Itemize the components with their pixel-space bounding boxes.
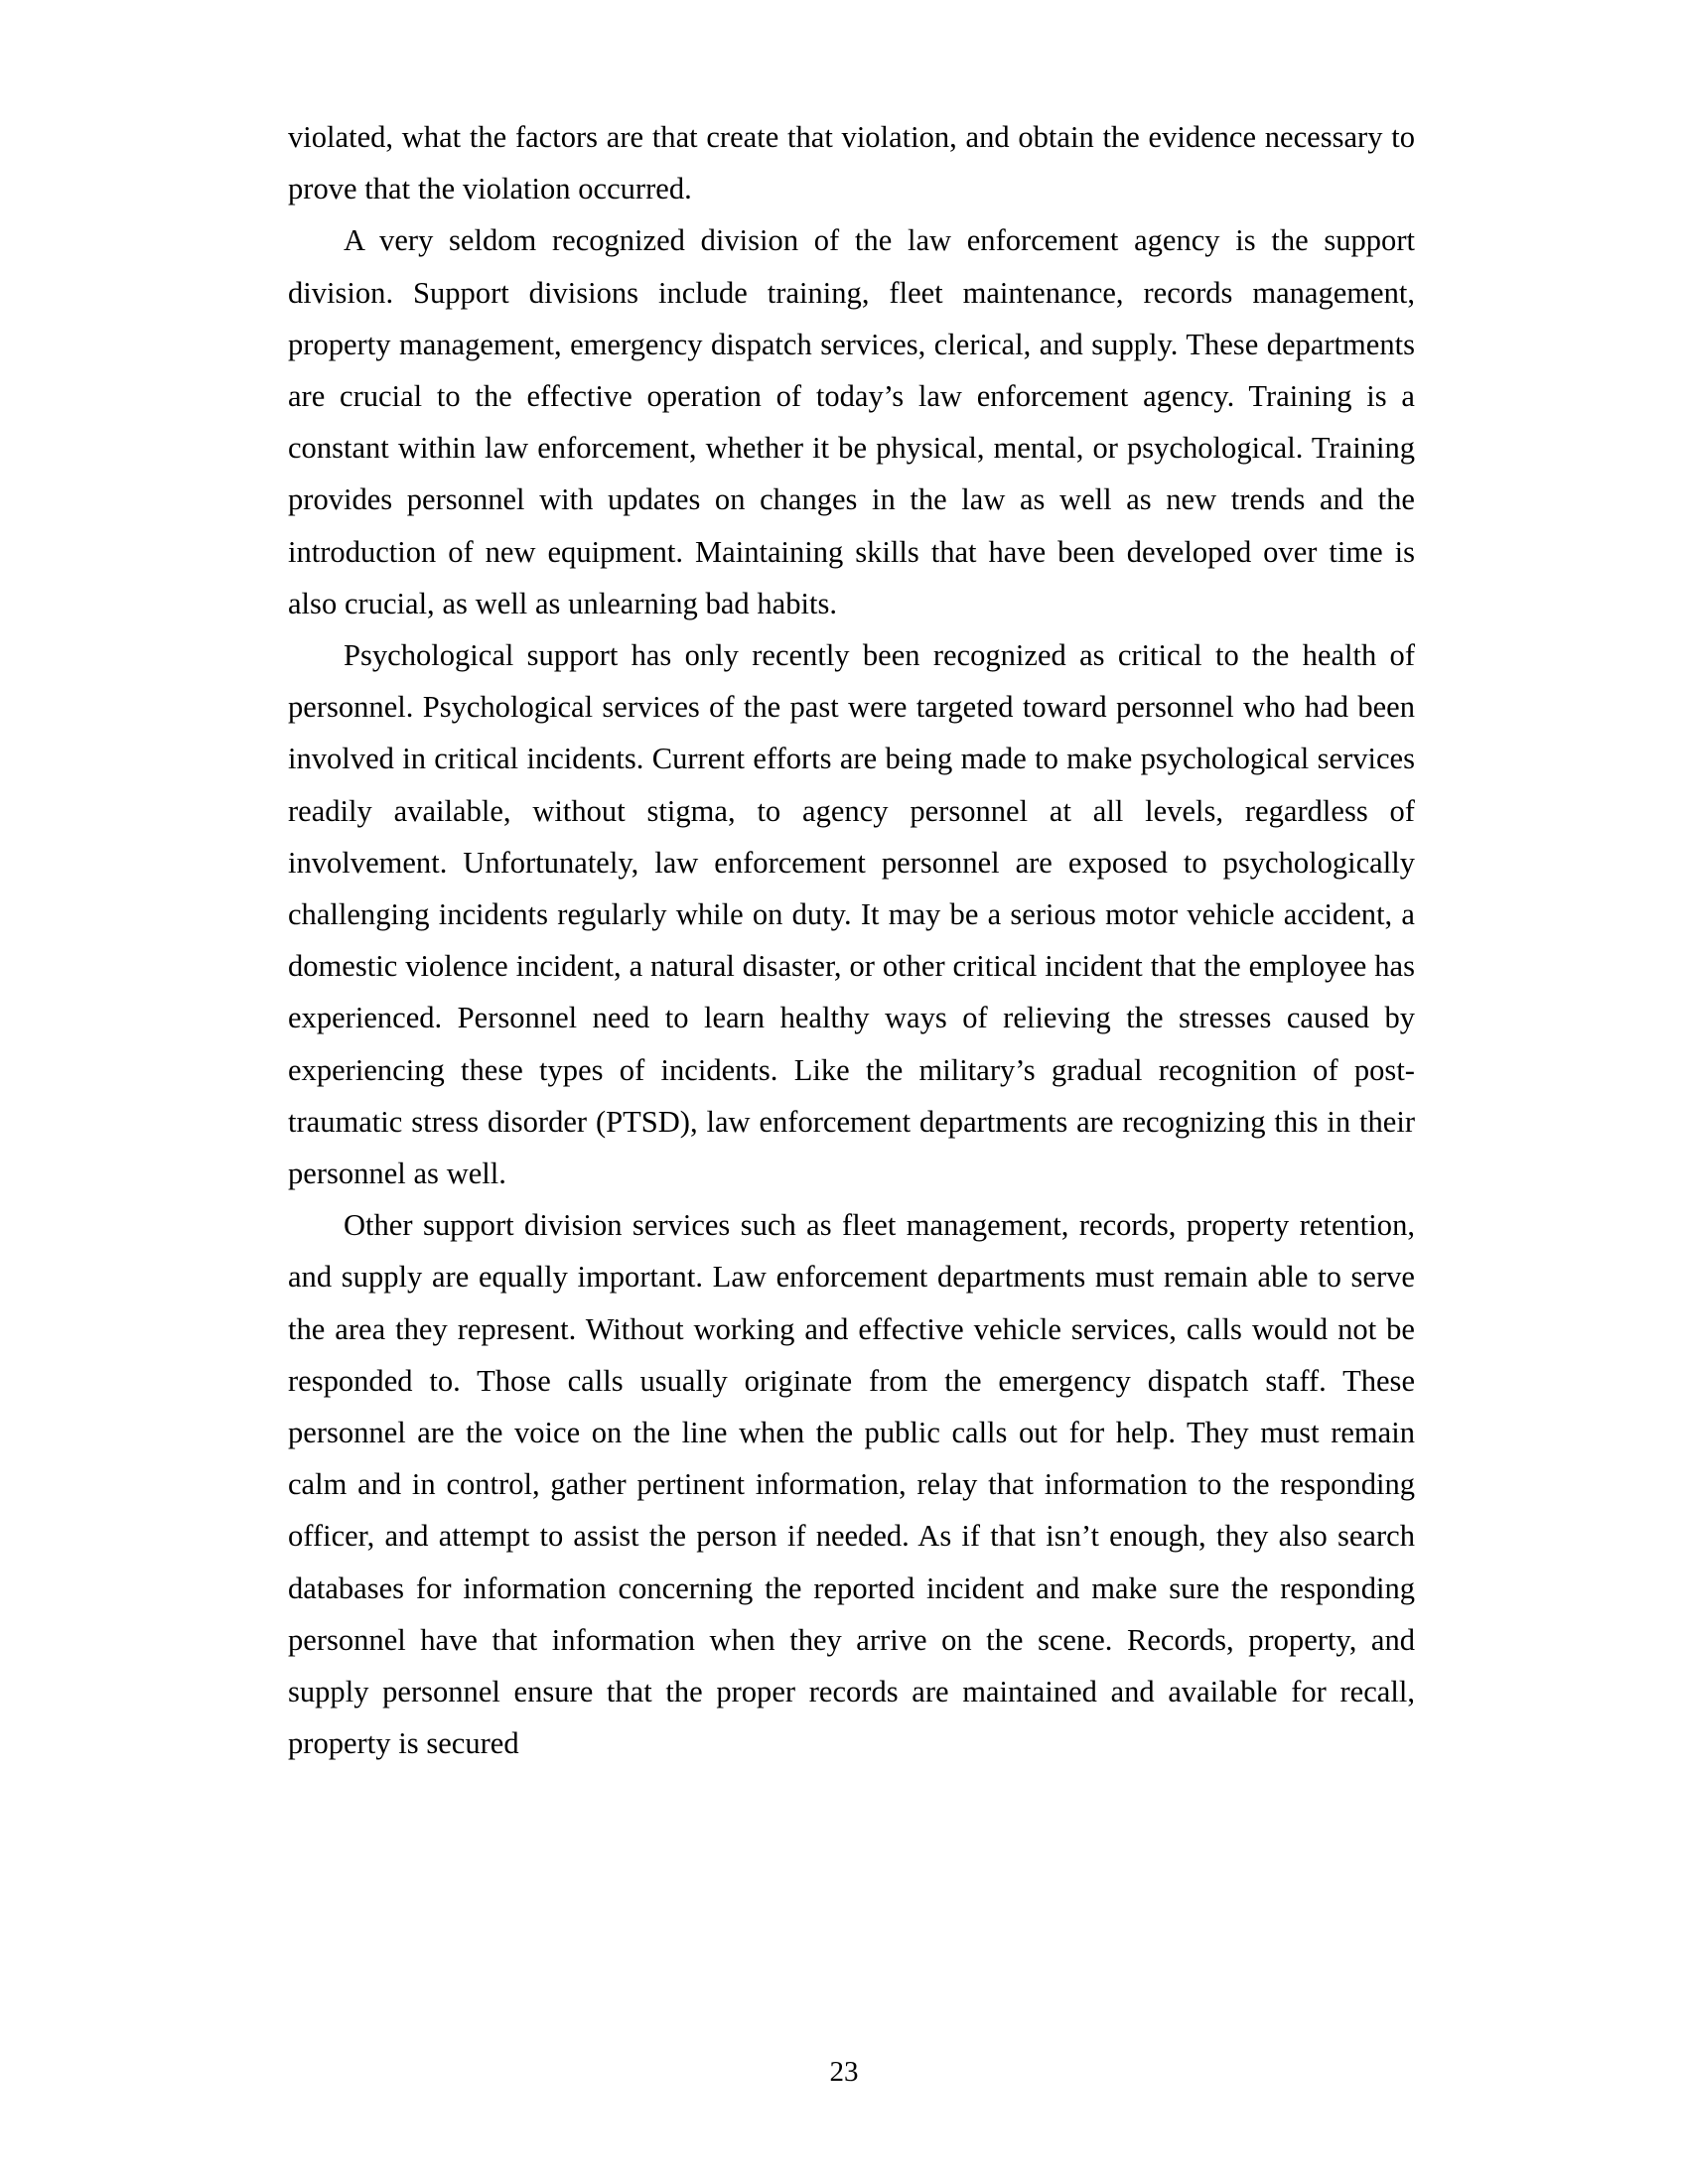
page-number: 23 xyxy=(829,2056,859,2088)
page-body-text xyxy=(288,111,1415,1770)
body-paragraph-3: Psychological support has only recently been recognized as critical to the health of personnel. Psychological services of the past were targeted toward personnel who had been involved in critical incidents. Current efforts are being made to make psychological services readily available, without stigma, to agency personnel at all levels, regardless of involvement. Unfortunately, law enforcement personnel are exposed to psychologically challenging incidents regularly while on duty. It may be a serious motor vehicle accident, a domestic violence incident, a natural disaster, or other critical incident that the employee has experienced. Personnel need to learn healthy ways of relieving the stresses caused by experiencing these types of incidents. Like the military’s gradual recognition of post-traumatic stress disorder (PTSD), law enforcement departments are recognizing this in their personnel as well. xyxy=(288,638,1415,1191)
body-paragraph-4: Other support division services such as fleet management, records, property retention, and supply are equally important. Law enforcement departments must remain able to serve the area they represent. Without working and effective vehicle services, calls would not be responded to. Those calls usually originate from the emergency dispatch staff. These personnel are the voice on the line when the public calls out for help. They must remain calm and in control, gather pertinent information, relay that information to the responding officer, and attempt to assist the person if needed. As if that isn’t enough, they also search databases for information concerning the reported incident and make sure the responding personnel have that information when they arrive on the scene. Records, property, and supply personnel ensure that the proper records are maintained and available for recall, property is secured xyxy=(288,1208,1415,1761)
body-paragraph-2: A very seldom recognized division of the law enforcement agency is the support division. Support divisions include training, fleet maintenance, records management, property management, emergency dispatch services, clerical, and supply. These departments are crucial to the effective operation of today’s law enforcement agency. Training is a constant within law enforcement, whether it be physical, mental, or psychological. Training provides personnel with updates on changes in the law as well as new trends and the introduction of new equipment. Maintaining skills that have been developed over time is also crucial, as well as unlearning bad habits. xyxy=(288,223,1415,620)
body-paragraph-1: violated, what the factors are that create that violation, and obtain the evidence necessary to prove that the violation occurred. xyxy=(288,120,1415,206)
